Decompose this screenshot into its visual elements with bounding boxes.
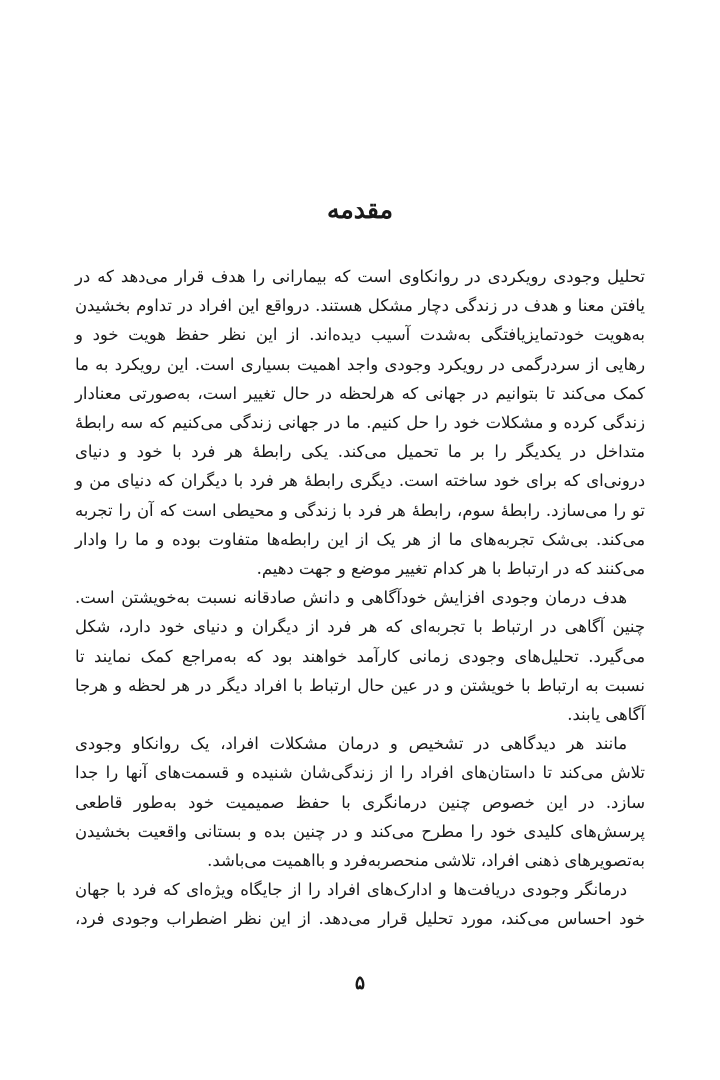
text-line-10: می‌کند. بی‌شک تجربه‌های ما از هر یک از این رابطه‌ها متفاوت بوده و ما را وادار xyxy=(75,529,645,549)
text-line-15: نسبت به ارتباط با خویشتن و در عین حال ارتباط با افراد دیگر در هر لحظه و هرجا xyxy=(75,675,645,695)
text-line-11: می‌کنند که در ارتباط با هر کدام تغییر موضع و جهت دهیم. xyxy=(256,559,645,579)
text-line-2: یافتن معنا و هدف در زندگی دچار مشکل هستند. درواقع این افراد در تداوم بخشیدن xyxy=(75,296,645,316)
chapter-title: مقدمه xyxy=(327,195,393,224)
text-line-7: متداخل در یکدیگر را بر ما تحمیل می‌کند. یکی رابطهٔ هر فرد با خود و دنیای xyxy=(75,442,645,462)
text-line-4: رهایی از سردرگمی در رویکرد وجودی واجد اهمیت بسیاری است. این رویکرد به ما xyxy=(75,354,645,374)
text-line-6: زندگی کرده و مشکلات خود را حل کنیم. ما در جهانی زندگی می‌کنیم که سه رابطهٔ xyxy=(75,413,645,433)
text-line-16: آگاهی یابند. xyxy=(567,705,645,725)
text-line-23: خود احساس می‌کند، مورد تحلیل قرار می‌دهد. از این نظر اضطراب وجودی فرد، xyxy=(75,909,645,929)
text-line-9: تو را می‌سازد. رابطهٔ سوم، رابطهٔ هر فرد با زندگی و محیطی است که آن را تجربه xyxy=(75,500,645,520)
text-line-8: درونی‌ای که برای خود ساخته است. دیگری رابطهٔ هر فرد با دیگران که دنیای من و xyxy=(75,471,645,491)
text-line-3: به‌هویت خودتمایزیافتگی به‌شدت آسیب دیده‌اند. از این نظر حفظ هویت خود و xyxy=(75,325,645,345)
text-line-14: می‌گیرد. تحلیل‌های وجودی زمانی کارآمد خواهند بود که به‌مراجع کمک نمایند تا xyxy=(75,646,645,666)
text-line-13: چنین آگاهی در ارتباط با تجربه‌ای که هر فرد از دیگران و دنیای خود دارد، شکل xyxy=(75,617,645,637)
text-line-20: پرسش‌های کلیدی خود را مطرح می‌کند و در چنین بده و بستانی واقعیت بخشیدن xyxy=(75,821,645,841)
text-line-21: به‌تصویرهای ذهنی افراد، تلاشی منحصربه‌فرد و بااهمیت می‌باشد. xyxy=(207,851,645,871)
text-line-5: کمک می‌کند تا بتوانیم در جهانی که هرلحظه در حال تغییر است، به‌صورتی معنادار xyxy=(75,383,645,403)
body-text xyxy=(75,262,645,934)
page-number: ۵ xyxy=(354,972,366,994)
text-line-22: درمانگر وجودی دریافت‌ها و ادارک‌های افراد را از جایگاه ویژه‌ای که فرد با جهان xyxy=(75,880,627,900)
text-line-18: تلاش می‌کند تا داستان‌های افراد را از زندگی‌شان شنیده و قسمت‌های آنها را جدا xyxy=(75,763,645,783)
text-line-19: سازد. در این خصوص چنین درمانگری با حفظ صمیمیت خود به‌طور قاطعی xyxy=(75,792,645,812)
text-line-1: تحلیل وجودی رویکردی در روانکاوی است که بیمارانی را هدف قرار می‌دهد که در xyxy=(75,267,645,286)
text-line-17: مانند هر دیدگاهی در تشخیص و درمان مشکلات افراد، یک روانکاو وجودی xyxy=(75,734,627,754)
text-line-12: هدف درمان وجودی افزایش خودآگاهی و دانش صادقانه نسبت به‌خویشتن است. xyxy=(75,588,627,608)
